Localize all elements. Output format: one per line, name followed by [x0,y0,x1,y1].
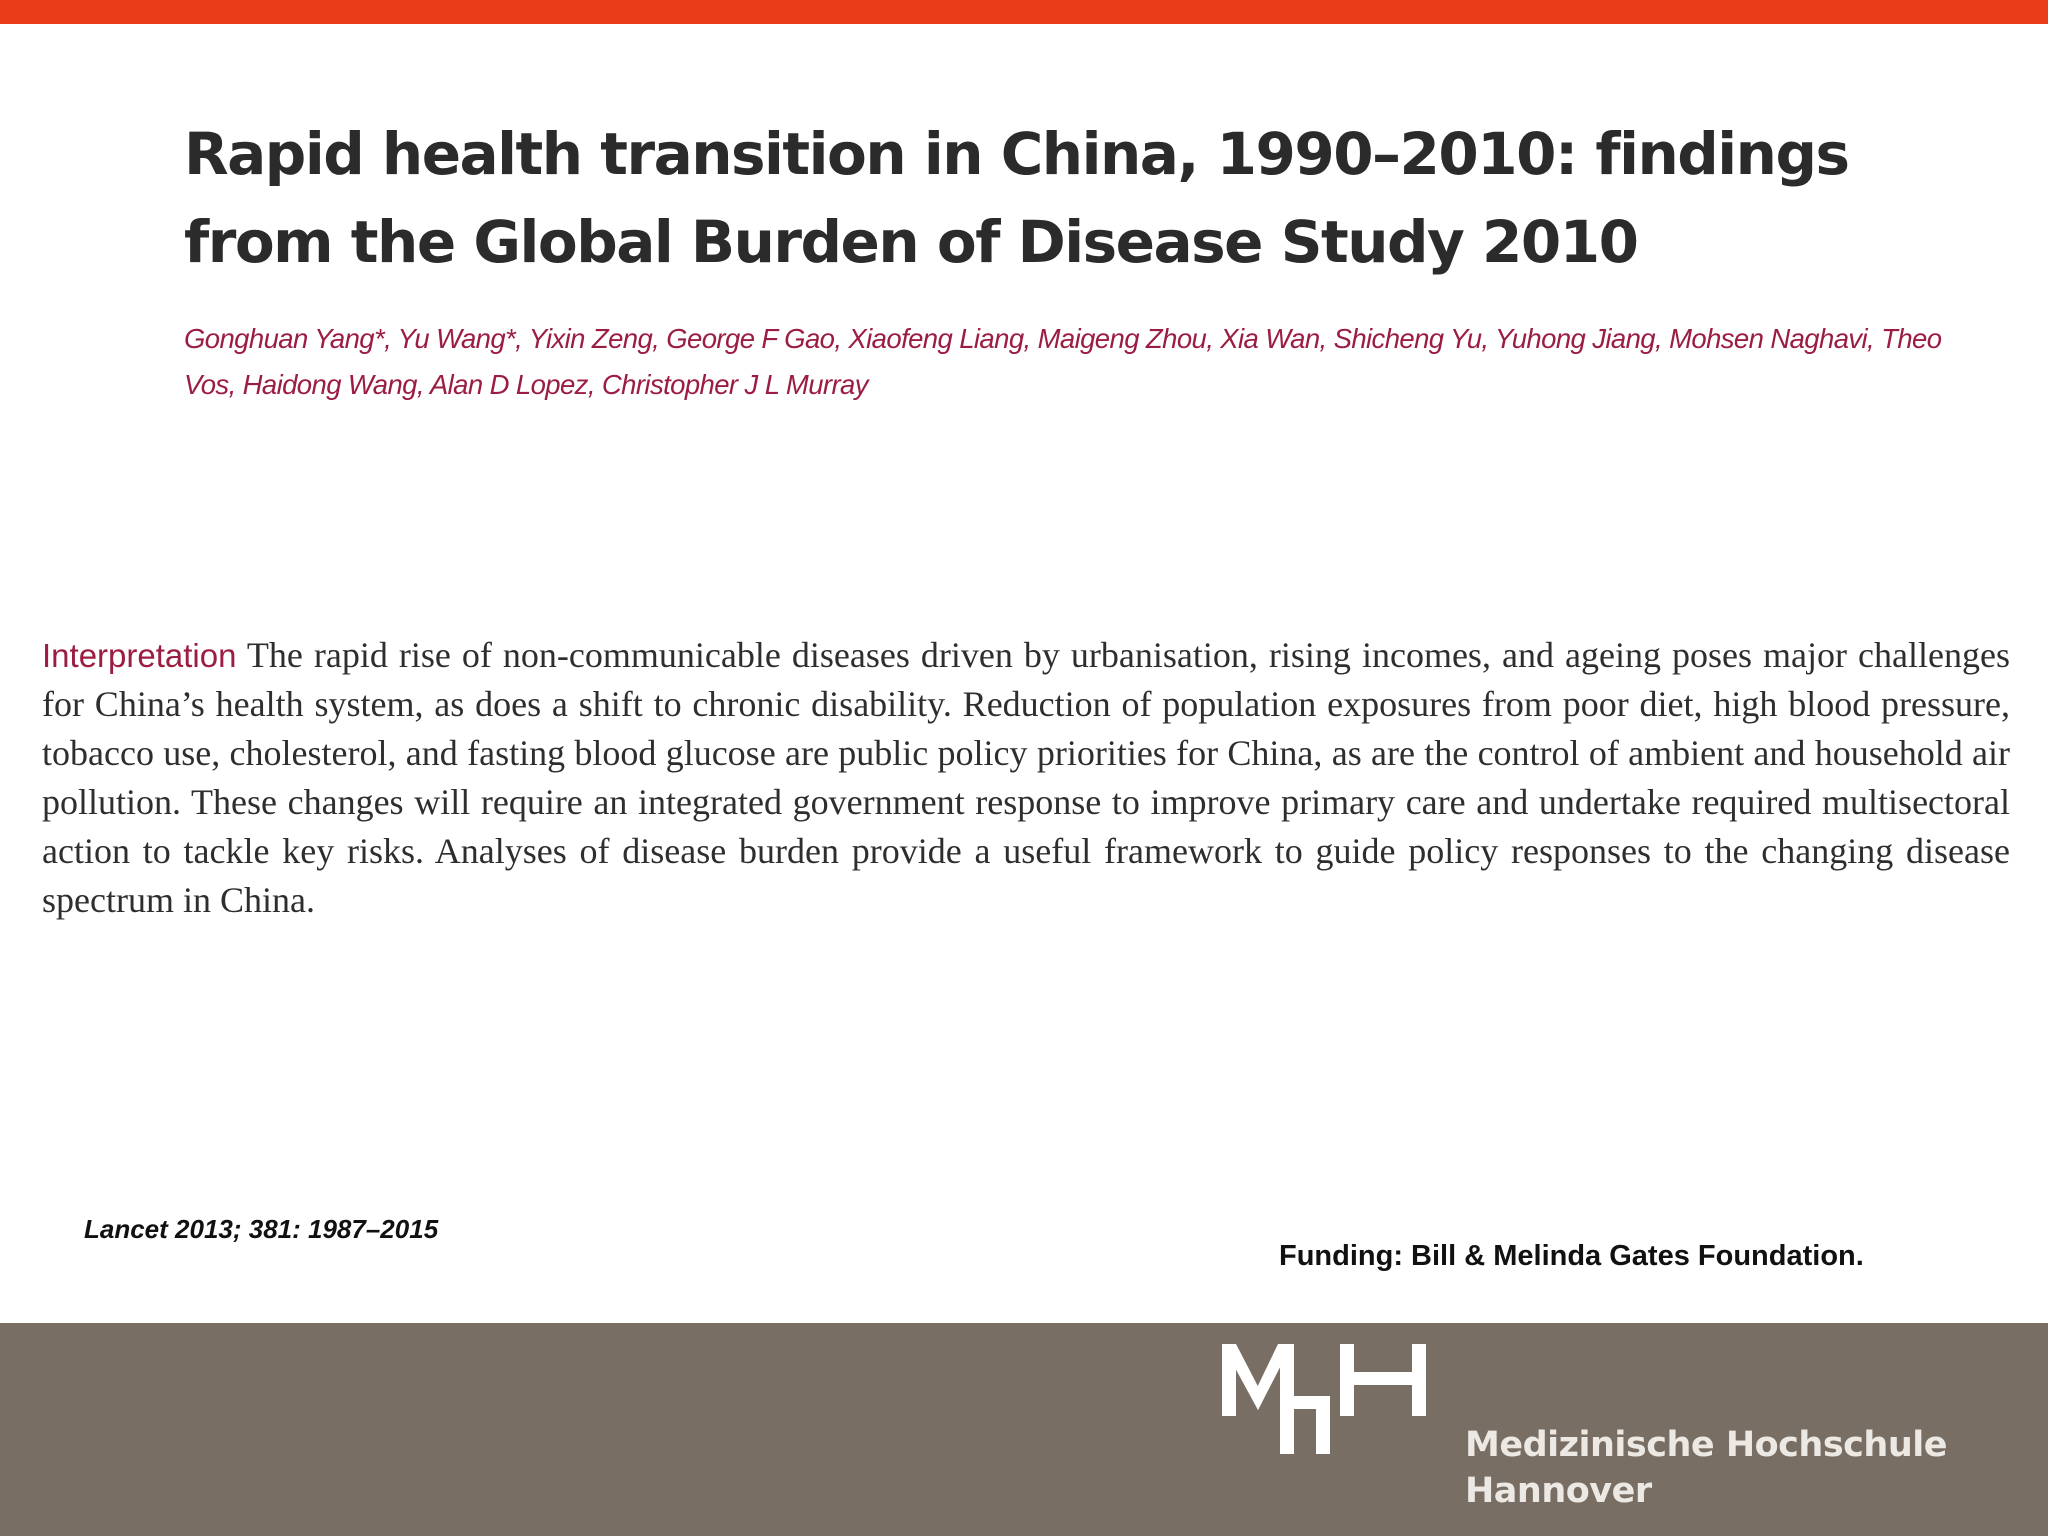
top-accent-bar [0,0,2048,24]
author-list: Gonghuan Yang*, Yu Wang*, Yixin Zeng, George F Gao, Xiaofeng Liang, Maigeng Zhou, Xia Wan, Shicheng Yu, Yuhong Jiang, Mohsen Naghavi, Theo Vos, Haidong Wang, Alan D Lopez, Christopher J L Murray [184,323,1942,400]
institution-name-line1: Medizinische Hochschule [1465,1425,1947,1465]
institution-name [1465,1422,1947,1514]
funding-note: Funding: Bill & Melinda Gates Foundation. [1279,1240,1864,1272]
interpretation-paragraph [42,631,2010,925]
article-title: Rapid health transition in China, 1990–2010: findings from the Global Burden of Disease Study 2010 [184,120,1849,276]
interpretation-text: The rapid rise of non-communicable diseases driven by urbanisation, rising incomes, and ageing poses major challenges for China’s health system, as does a shift to chronic disability. Reduction of population exposures from poor diet, high blood pressure, tobacco use, cholesterol, and fasting blood glucose are public policy priorities for China, as are the control of ambient and household air pollution. These changes will require an integrated government response to improve primary care and undertake required multisectoral action to tackle key risks. Analyses of disease burden provide a useful framework to guide policy responses to the changing disease spectrum in China. [42,635,2010,920]
mhh-logo [1222,1342,1440,1454]
interpretation-heading: Interpretation [42,637,237,674]
institution-name-line2: Hannover [1465,1471,1652,1511]
journal-citation: Lancet 2013; 381: 1987–2015 [84,1214,439,1244]
